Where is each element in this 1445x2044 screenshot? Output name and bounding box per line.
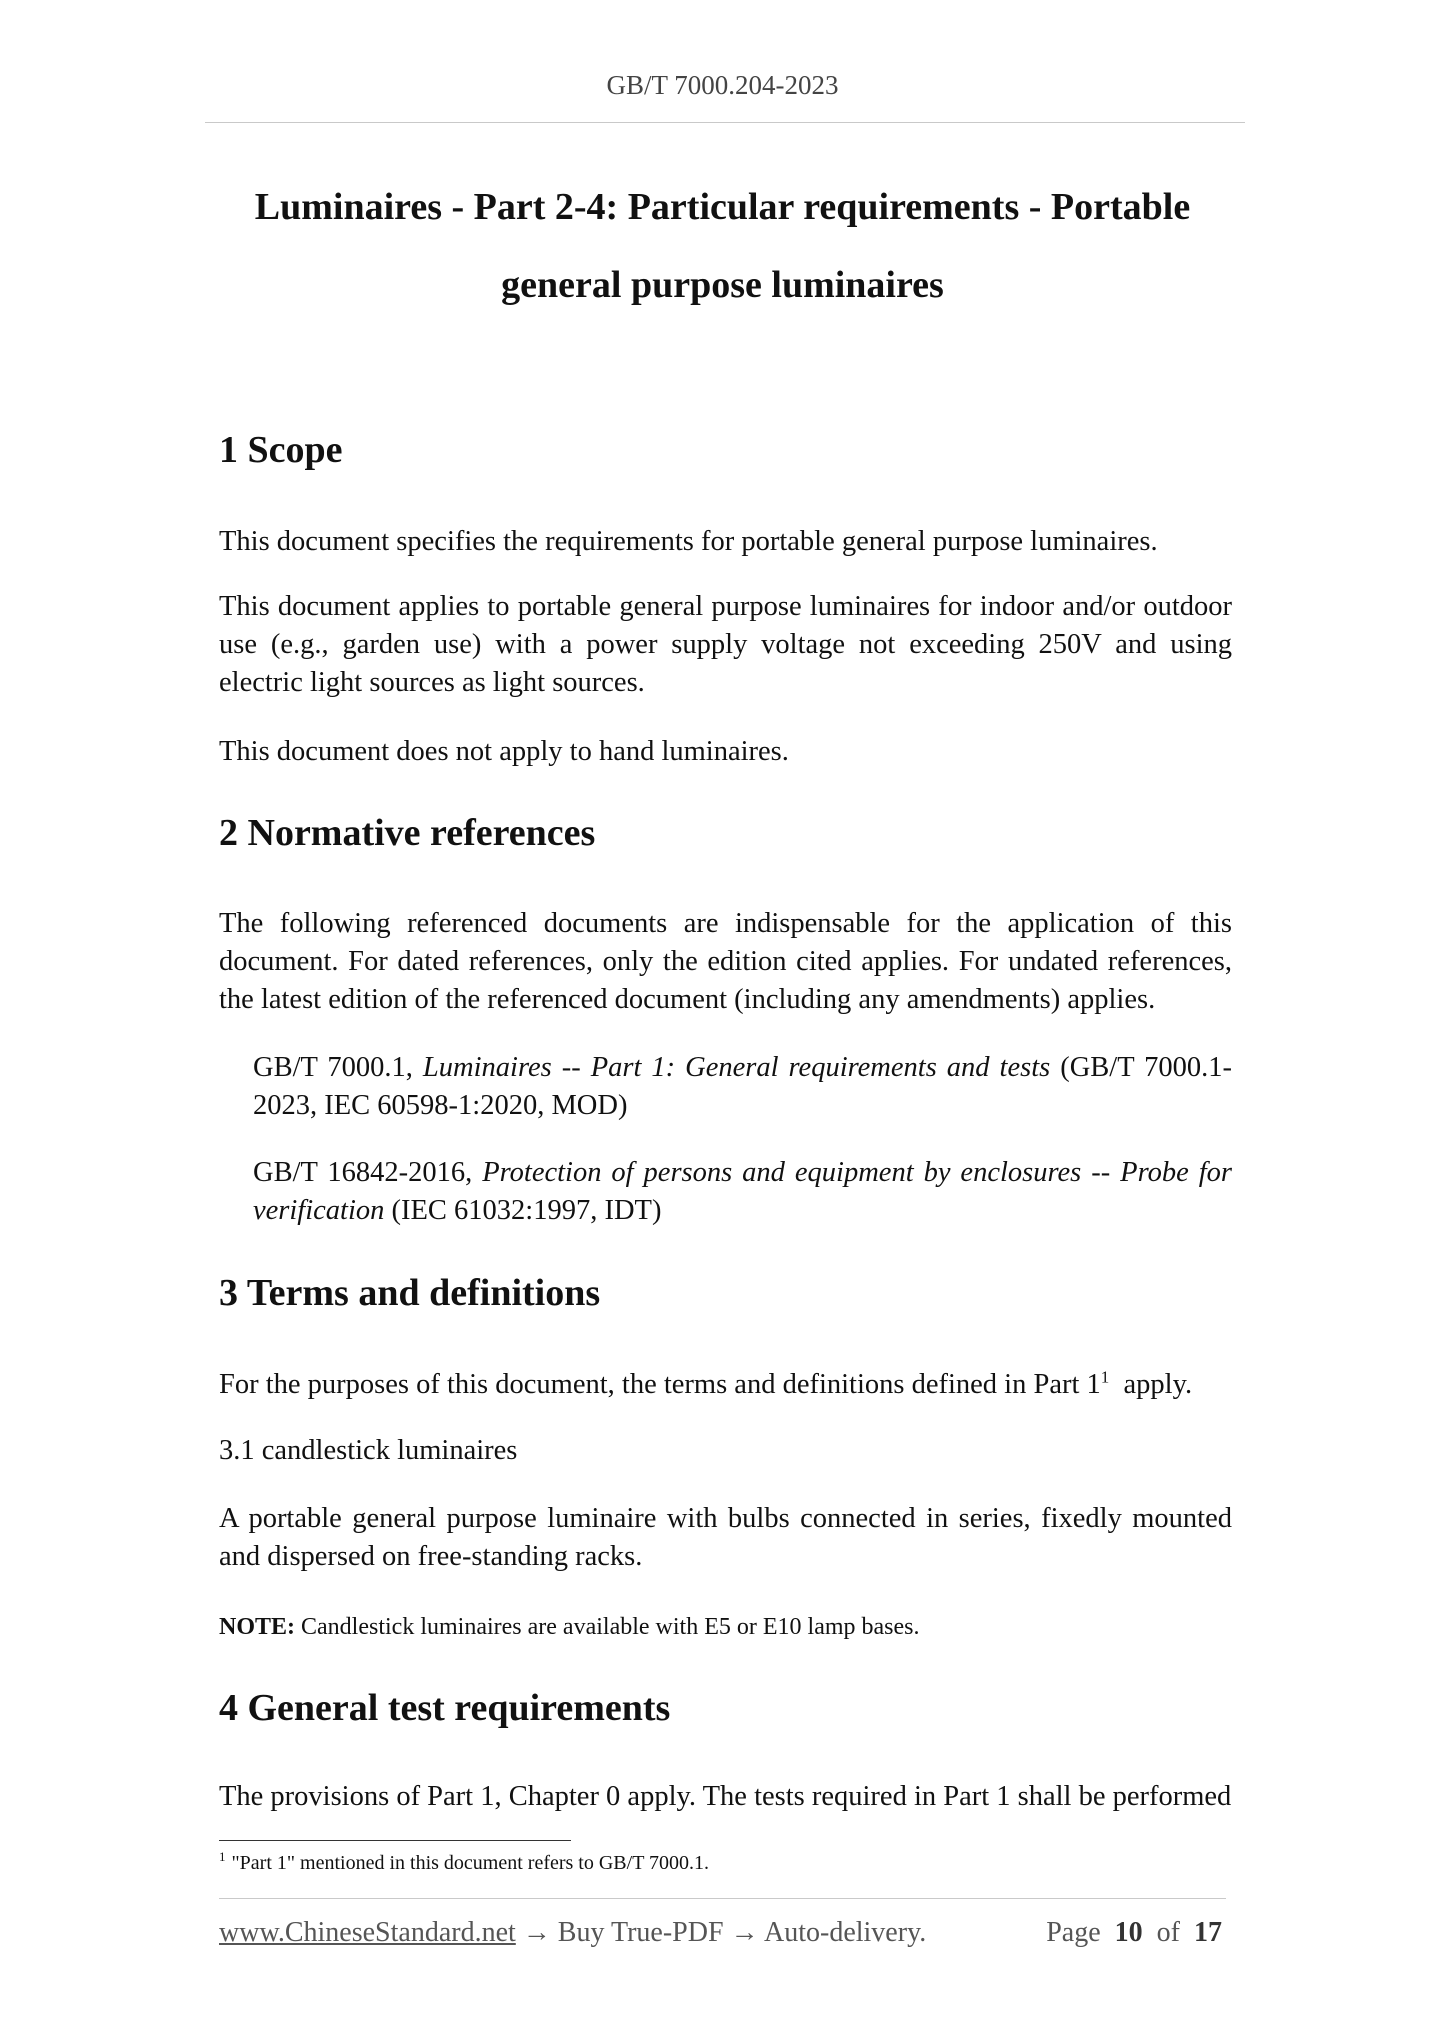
page-current: 10 [1114,1917,1143,1948]
reference-code: GB/T 16842-2016, [253,1157,483,1188]
running-header: GB/T 7000.204-2023 [606,70,839,100]
term-definition: A portable general purpose luminaire with bulbs connected in series, fixedly mounted and dispersed on free-standing racks. [219,1503,1232,1572]
reference-tail: (GB/T 7000.1-2023, IEC 60598-1:2020, MOD) [253,1052,1232,1121]
page-of: of [1156,1917,1180,1948]
title-line-1: Luminaires - Part 2-4: Particular requirements - Portable [254,186,1191,228]
note-text: Candlestick luminaires are available with E5 or E10 lamp bases. [295,1614,920,1640]
buy-text: Buy True-PDF [557,1917,724,1948]
reference-title: Protection of persons and equipment by enclosures -- Probe for verification [253,1157,1232,1226]
site-link[interactable]: www.ChineseStandard.net [219,1917,516,1948]
section-heading-normative-references: 2 Normative references [219,812,596,854]
reference-item [253,1049,1232,1125]
scope-paragraph-2: This document applies to portable general purpose luminaires for indoor and/or outdoor use (e.g., garden use) with a power supply voltage not exceeding 250V and using electric light sources as light sources. [219,591,1232,698]
section-heading-terms: 3 Terms and definitions [219,1272,601,1314]
footer-promo [219,1917,926,1949]
footnote-text: "Part 1" mentioned in this document refers to GB/T 7000.1. [231,1852,710,1874]
terms-intro-tail: apply. [1109,1369,1193,1400]
terms-intro [219,1366,1232,1404]
title-line-2: general purpose luminaires [501,264,944,306]
footnote-reference[interactable]: 1 [1100,1367,1110,1387]
footnote-divider [219,1840,571,1841]
reference-title: Luminaires -- Part 1: General requirements and tests [422,1052,1051,1083]
page-label: Page [1046,1917,1101,1948]
reference-code: GB/T 7000.1, [253,1052,423,1083]
reference-item [253,1154,1232,1230]
section-heading-scope: 1 Scope [219,429,343,471]
terms-intro-text: For the purposes of this document, the terms and definitions defined in Part 1 [219,1369,1101,1400]
reference-tail: (IEC 61032:1997, IDT) [384,1195,662,1226]
footer-divider [219,1898,1226,1899]
section-heading-general-test: 4 General test requirements [219,1687,671,1729]
footnote [219,1849,710,1875]
scope-paragraph-3: This document does not apply to hand luminaires. [219,736,789,767]
term-entry: 3.1 candlestick luminaires [219,1435,518,1466]
document-title [180,168,1265,324]
general-test-paragraph: The provisions of Part 1, Chapter 0 apply. The tests required in Part 1 shall be performed [219,1781,1232,1812]
note [219,1608,1232,1646]
page-total: 17 [1194,1917,1222,1948]
page-indicator [1046,1917,1222,1949]
arrow-icon: → [515,1917,558,1948]
scope-paragraph-1: This document specifies the requirements for portable general purpose luminaires. [219,526,1158,557]
delivery-text: Auto-delivery. [764,1917,927,1948]
footnote-mark: 1 [219,1849,226,1865]
header-divider [205,122,1245,123]
arrow-icon: → [723,1917,764,1948]
note-label: NOTE: [219,1614,296,1640]
normative-intro: The following referenced documents are indispensable for the application of this document. For dated references, only the edition cited applies. For undated references, the latest edition of the referenced document (including any amendments) applies. [219,908,1232,1015]
